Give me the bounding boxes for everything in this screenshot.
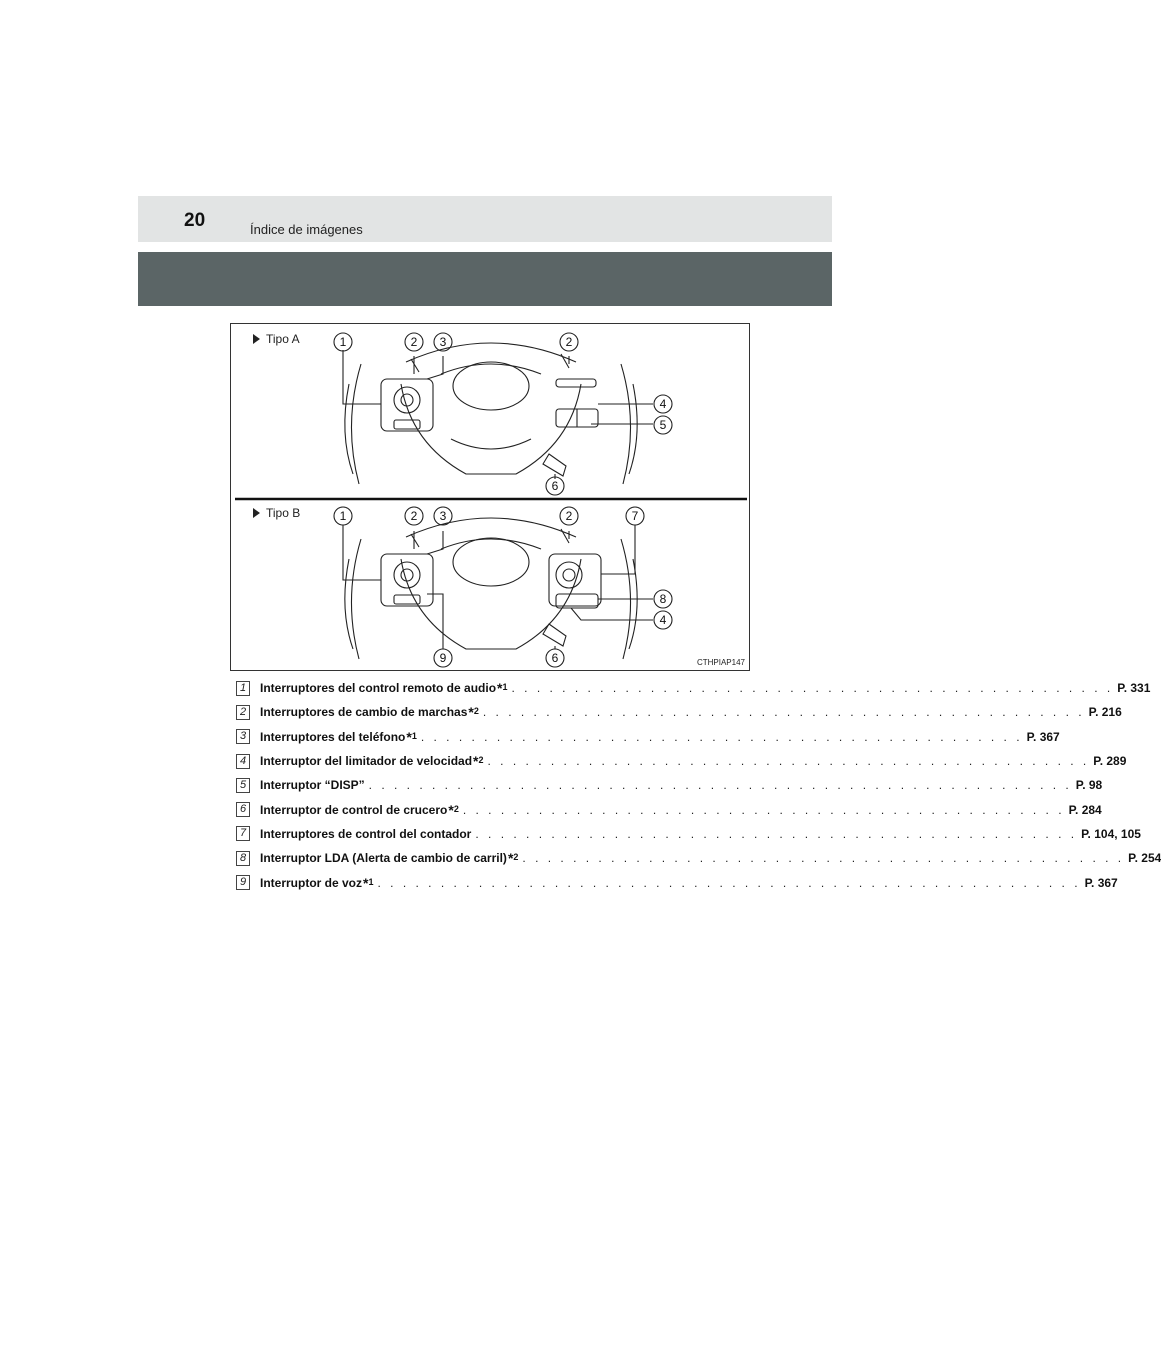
callout-b-7: 7 bbox=[631, 509, 639, 523]
list-item bbox=[236, 725, 1060, 749]
list-item bbox=[236, 870, 1118, 894]
figure-code: CTHPIAP147 bbox=[696, 658, 745, 667]
footnote-marker: *1 bbox=[406, 728, 417, 745]
leader-dots: . . . . . . . . . . . . . . . . . . . . . . . . . . . . . . . . . . . . . . . . . . . . . . . . bbox=[511, 681, 1114, 696]
callout-a-6: 6 bbox=[551, 479, 559, 493]
list-item bbox=[236, 773, 1103, 797]
page-number: 20 bbox=[184, 210, 206, 231]
page-reference[interactable]: P. 331 bbox=[1117, 681, 1151, 696]
leader-dots: . . . . . . . . . . . . . . . . . . . . . . . . . . . . . . . . . . . . . . . . . . . . . . . . . . . . . . . . bbox=[377, 875, 1081, 890]
list-item bbox=[236, 846, 1161, 870]
callout-b-2: 2 bbox=[410, 509, 418, 523]
footnote-marker: *2 bbox=[507, 850, 519, 867]
item-number: 4 bbox=[236, 754, 250, 769]
footnote-marker: *1 bbox=[363, 874, 374, 891]
leader-dots: . . . . . . . . . . . . . . . . . . . . . . . . . . . . . . . . . . . . . . . . . . . . . . . . . . . . . . . . bbox=[368, 778, 1072, 793]
triangle-bullet-icon bbox=[253, 508, 260, 518]
item-number: 2 bbox=[236, 705, 250, 720]
page-reference[interactable]: P. 289 bbox=[1093, 754, 1127, 769]
section-title: Índice de imágenes bbox=[250, 222, 363, 237]
callout-a-1: 1 bbox=[339, 335, 347, 349]
callout-b-3: 3 bbox=[439, 509, 447, 523]
item-label: Interruptor de control de crucero bbox=[260, 802, 448, 817]
list-item bbox=[236, 700, 1122, 724]
page-reference[interactable]: P. 98 bbox=[1075, 778, 1103, 793]
footnote-marker: *2 bbox=[448, 801, 459, 818]
leader-dots: . . . . . . . . . . . . . . . . . . . . . . . . . . . . . . . . . . . . . . . . . . . . . . . . bbox=[420, 729, 1023, 744]
leader-dots: . . . . . . . . . . . . . . . . . . . . . . . . . . . . . . . . . . . . . . . . . . . . . . . . bbox=[482, 705, 1085, 720]
item-label: Interruptores del control remoto de audio bbox=[260, 681, 497, 696]
callout-a-5: 5 bbox=[659, 418, 667, 432]
item-number: 6 bbox=[236, 802, 250, 817]
callout-b-8: 8 bbox=[659, 592, 667, 606]
variant-b-label: Tipo B bbox=[253, 506, 300, 520]
item-label: Interruptores de control del contador bbox=[260, 826, 472, 841]
item-number: 7 bbox=[236, 826, 250, 841]
callout-a-2: 2 bbox=[410, 335, 418, 349]
item-label: Interruptores de cambio de marchas bbox=[260, 705, 468, 720]
leader-dots: . . . . . . . . . . . . . . . . . . . . . . . . . . . . . . . . . . . . . . . . . . . . . . . . bbox=[475, 826, 1078, 841]
triangle-bullet-icon bbox=[253, 334, 260, 344]
list-item bbox=[236, 676, 1151, 700]
callout-a-4: 4 bbox=[659, 397, 667, 411]
item-label: Interruptor LDA (Alerta de cambio de carril) bbox=[260, 851, 507, 866]
page-reference[interactable]: P. 367 bbox=[1084, 875, 1118, 890]
leader-dots: . . . . . . . . . . . . . . . . . . . . . . . . . . . . . . . . . . . . . . . . . . . . . . . . bbox=[487, 754, 1090, 769]
page-reference[interactable]: P. 216 bbox=[1088, 705, 1122, 720]
page-header bbox=[138, 196, 832, 242]
list-item bbox=[236, 822, 1141, 846]
list-item bbox=[236, 749, 1127, 773]
callout-b-1: 1 bbox=[339, 509, 347, 523]
item-label: Interruptor del limitador de velocidad bbox=[260, 754, 473, 769]
callout-b-9: 9 bbox=[439, 651, 447, 665]
steering-wheel-figure bbox=[230, 323, 750, 671]
callout-b-2b: 2 bbox=[565, 509, 573, 523]
title-band bbox=[138, 252, 832, 306]
callout-a-3: 3 bbox=[439, 335, 447, 349]
footnote-marker: *1 bbox=[497, 680, 508, 697]
callout-b-6: 6 bbox=[551, 651, 559, 665]
item-label: Interruptores del teléfono bbox=[260, 729, 406, 744]
callout-a-2b: 2 bbox=[565, 335, 573, 349]
page-reference[interactable]: P. 284 bbox=[1068, 802, 1102, 817]
switch-index-list bbox=[236, 676, 1161, 895]
steering-wheel-illustration bbox=[231, 324, 751, 672]
leader-dots: . . . . . . . . . . . . . . . . . . . . . . . . . . . . . . . . . . . . . . . . . . . . . . . . bbox=[462, 802, 1065, 817]
item-label: Interruptor de voz bbox=[260, 875, 363, 890]
item-number: 9 bbox=[236, 875, 250, 890]
item-number: 1 bbox=[236, 681, 250, 696]
page-reference[interactable]: P. 104, 105 bbox=[1081, 826, 1141, 841]
page-reference[interactable]: P. 367 bbox=[1026, 729, 1060, 744]
callout-b-4: 4 bbox=[659, 613, 667, 627]
list-item bbox=[236, 797, 1102, 821]
footnote-marker: *2 bbox=[473, 753, 484, 770]
item-number: 3 bbox=[236, 729, 250, 744]
item-number: 5 bbox=[236, 778, 250, 793]
page-reference[interactable]: P. 254 bbox=[1128, 851, 1161, 866]
item-number: 8 bbox=[236, 851, 250, 866]
item-label: Interruptor “DISP” bbox=[260, 778, 365, 793]
footnote-marker: *2 bbox=[468, 704, 479, 721]
leader-dots: . . . . . . . . . . . . . . . . . . . . . . . . . . . . . . . . . . . . . . . . . . . . . . . . bbox=[522, 851, 1125, 866]
variant-a-label: Tipo A bbox=[253, 332, 300, 346]
